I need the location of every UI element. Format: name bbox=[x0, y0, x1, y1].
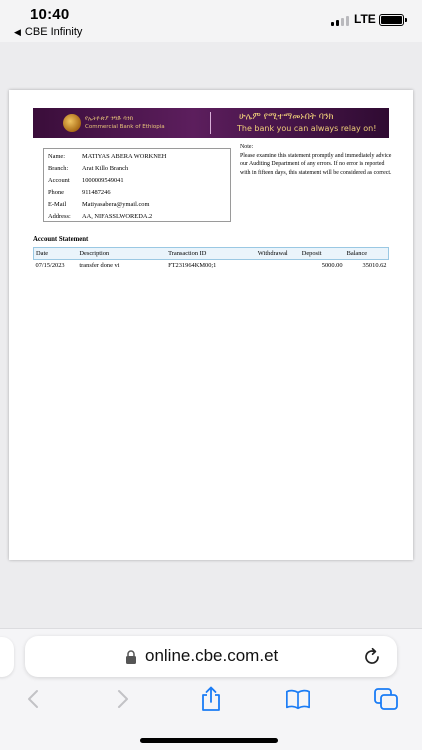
slogan-amharic: ሁሌም የሚተማመኑበት ባንክ bbox=[239, 112, 334, 122]
statement-page bbox=[9, 90, 413, 560]
customer-address: AA, NIFASSLWOREDA.2 bbox=[82, 213, 153, 220]
customer-label: Address: bbox=[48, 213, 71, 220]
customer-phone: 911487246 bbox=[82, 189, 111, 196]
cell-balance: 35010.62 bbox=[362, 262, 387, 270]
customer-email: Matiyasabera@ymail.com bbox=[82, 201, 150, 208]
back-app-label: CBE Infinity bbox=[24, 26, 83, 38]
cell-deposit: 5000.00 bbox=[321, 262, 343, 270]
browser-bottom-bar bbox=[0, 628, 422, 750]
customer-row bbox=[48, 151, 226, 163]
lock-icon bbox=[125, 650, 137, 664]
customer-row bbox=[48, 211, 226, 223]
col-header-deposit: Deposit bbox=[300, 248, 345, 260]
table-row bbox=[34, 260, 389, 272]
customer-row bbox=[48, 187, 226, 199]
reload-icon[interactable] bbox=[362, 647, 382, 667]
col-header-balance: Balance bbox=[345, 248, 389, 260]
customer-name: MATIYAS ABERA WORKNEH bbox=[82, 153, 167, 160]
customer-account: 1000009549041 bbox=[82, 177, 124, 184]
customer-label: E-Mail bbox=[48, 201, 67, 208]
statement-table bbox=[33, 247, 389, 272]
network-type: LTE bbox=[354, 12, 376, 26]
address-bar[interactable] bbox=[25, 636, 397, 677]
chevron-left-icon bbox=[26, 689, 40, 709]
status-bar bbox=[0, 0, 422, 42]
back-button[interactable] bbox=[20, 686, 46, 712]
section-title: Account Statement bbox=[33, 236, 89, 243]
cell-date: 07/15/2023 bbox=[35, 262, 65, 270]
forward-button[interactable] bbox=[110, 686, 136, 712]
status-time: 10:40 bbox=[30, 6, 70, 23]
share-icon bbox=[200, 686, 222, 712]
tabs-button[interactable] bbox=[373, 686, 399, 712]
table-header-row bbox=[34, 248, 389, 260]
col-header-withdrawal: Withdrawal bbox=[256, 248, 300, 260]
customer-row bbox=[48, 175, 226, 187]
cell-withdrawal bbox=[256, 260, 300, 272]
cell-description: transfer done vi bbox=[79, 262, 120, 270]
customer-label: Branch: bbox=[48, 165, 69, 172]
share-button[interactable] bbox=[198, 686, 224, 712]
banner-divider bbox=[210, 112, 211, 134]
note-text: Please examine this statement promptly and immediately advice our Auditing Department of any errors. If no error is reported with in fifteen days, this statement will be considered as correct. bbox=[240, 152, 392, 176]
note-title: Note: bbox=[240, 144, 254, 150]
bank-banner bbox=[33, 108, 389, 138]
customer-branch: Arat Killo Branch bbox=[82, 165, 129, 172]
battery-icon bbox=[379, 14, 404, 26]
customer-row bbox=[48, 163, 226, 175]
customer-label: Name: bbox=[48, 153, 66, 160]
customer-row bbox=[48, 199, 226, 211]
customer-label: Account bbox=[48, 177, 70, 184]
chevron-right-icon bbox=[116, 689, 130, 709]
bank-name-english: Commercial Bank of Ethiopia bbox=[85, 124, 165, 130]
book-icon bbox=[285, 688, 311, 710]
pdf-viewer[interactable] bbox=[0, 42, 422, 628]
statement-note bbox=[240, 143, 392, 177]
url-text: online.cbe.com.et bbox=[145, 646, 279, 665]
bank-name-amharic: የኢትዮጵያ ንግድ ባንክ bbox=[85, 115, 134, 122]
col-header-date: Date bbox=[34, 248, 78, 260]
tabs-icon bbox=[373, 687, 399, 711]
customer-info-box bbox=[43, 148, 231, 222]
col-header-description: Description bbox=[77, 248, 166, 260]
back-to-app-button[interactable] bbox=[14, 26, 82, 38]
bank-logo-icon bbox=[63, 114, 81, 132]
back-triangle-icon: ◀ bbox=[14, 26, 21, 37]
bookmarks-button[interactable] bbox=[285, 686, 311, 712]
cellular-signal-icon bbox=[331, 15, 351, 26]
slogan-english: The bank you can always relay on! bbox=[237, 124, 377, 133]
home-indicator bbox=[140, 738, 278, 743]
cell-transaction-id: FT231964KM00;1 bbox=[168, 262, 217, 270]
col-header-transaction-id: Transaction ID bbox=[166, 248, 256, 260]
previous-tab-preview[interactable] bbox=[0, 637, 14, 677]
customer-label: Phone bbox=[48, 189, 64, 196]
